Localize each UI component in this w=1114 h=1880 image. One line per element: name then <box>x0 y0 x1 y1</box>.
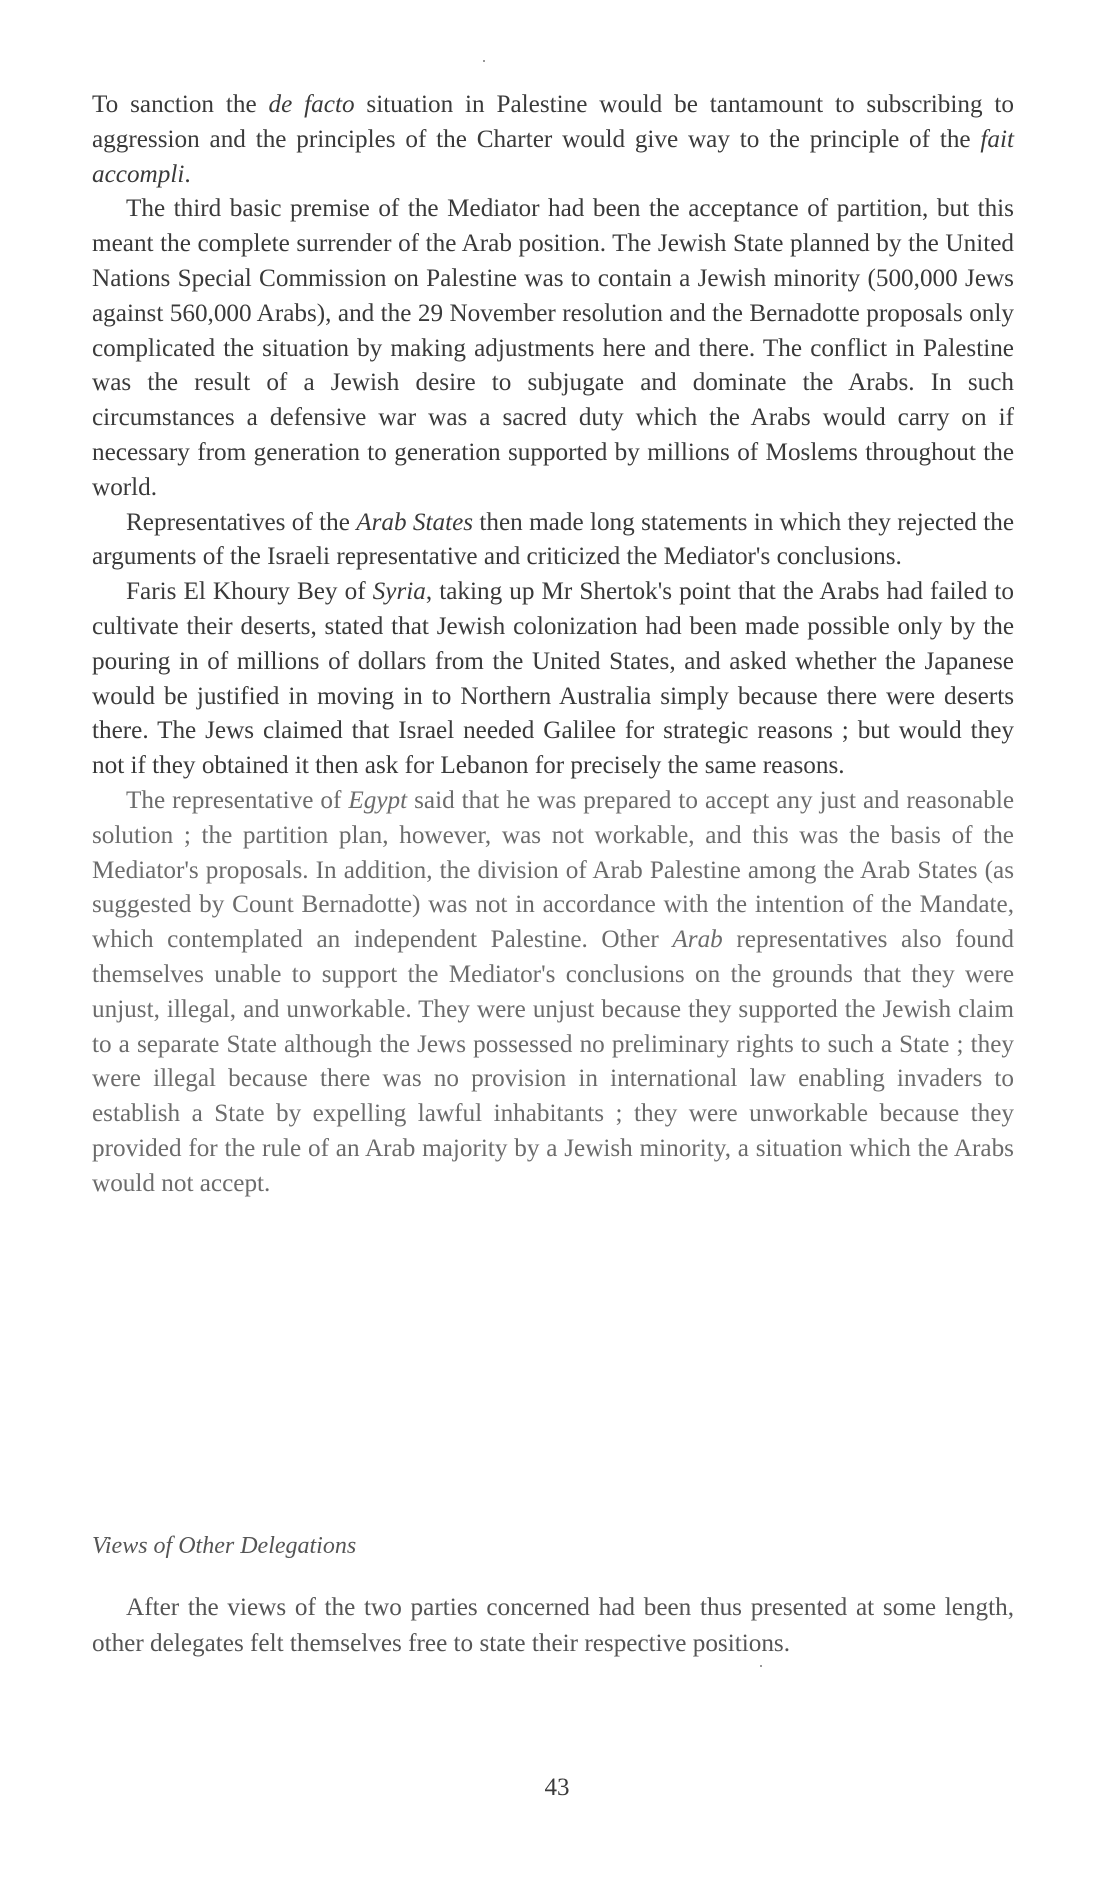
italic-fait-accompli: fait accompli <box>92 125 1014 188</box>
paragraph-2: The third basic premise of the Mediator had been the acceptance of partition, but this meant the complete surrender of the Arab position. The Jewish State planned by the United Nations Special Commission on Palestine was to contain a Jewish minority (500,000 Jews against 560,000 Arabs), and the 29 November resolution and the Bernadotte proposals only complicated the situation by making adjustments here and there. The conflict in Palestine was the result of a Jewish desire to subjugate and dominate the Arabs. In such circumstances a defensive war was a sacred duty which the Arabs would carry on if necessary from generation to generation supported by millions of Moslems throughout the world. <box>92 195 1014 501</box>
paragraph-5: The representative of Egypt said that he was prepared to accept any just and reasonable solution ; the partition plan, however, was not workable, and this was the basis of the Mediator's proposals. In addition, the division of Arab Palestine among the Arab States (as suggested by Count Bernadotte) was not in accordance with the intention of the Mandate, which contemplated an independent Palestine. Other Arab representatives also found themselves unable to support the Mediator's conclusions on the grounds that they were unjust, illegal, and unworkable. They were unjust because they supported the Jewish claim to a separate State although the Jews possessed no preliminary rights to such a State ; they were illegal because there was no provision in international law enabling invaders to establish a State by expelling lawful inhabitants ; they were unworkable because they provided for the rule of an Arab majority by a Jewish minority, a situation which the Arabs would not accept. <box>92 786 1015 1197</box>
italic-de-facto: de facto <box>268 91 355 118</box>
italic-arab: Arab <box>672 926 723 954</box>
italic-syria: Syria <box>372 578 426 606</box>
closing-paragraph: After the views of the two parties concerned had been thus presented at some length, other delegates felt themselves free to state their respective positions. <box>92 1594 1014 1657</box>
top-speck <box>483 60 485 62</box>
margin-speck <box>760 1665 762 1667</box>
page-number: 43 <box>544 1774 570 1801</box>
paragraph-4: Faris El Khoury Bey of Syria, taking up Mr Shertok's point that the Arabs had failed to cultivate their deserts, stated that Jewish colonization had been made possible only by the pouring in of millions of dollars from the United States, and asked whether the Japanese would be justified in moving in to Northern Australia simply because there were deserts there. The Jews claimed that Israel needed Galilee for strategic reasons ; but would they not if they obtained it then ask for Lebanon for precisely the same reasons. <box>92 578 1015 780</box>
body-text <box>92 88 1014 1202</box>
section-heading: Views of Other Delegations <box>92 1533 357 1559</box>
paragraph-3: Representatives of the Arab States then made long statements in which they rejected the arguments of the Israeli representative and criticized the Mediator's conclusions. <box>92 508 1014 571</box>
italic-egypt: Egypt <box>348 786 408 814</box>
italic-arab-states: Arab States <box>356 508 474 536</box>
paragraph-1: To sanction the de facto situation in Palestine would be tantamount to subscribing to aggression and the principles of the Charter would give way to the principle of the fait accompli. <box>92 91 1014 188</box>
